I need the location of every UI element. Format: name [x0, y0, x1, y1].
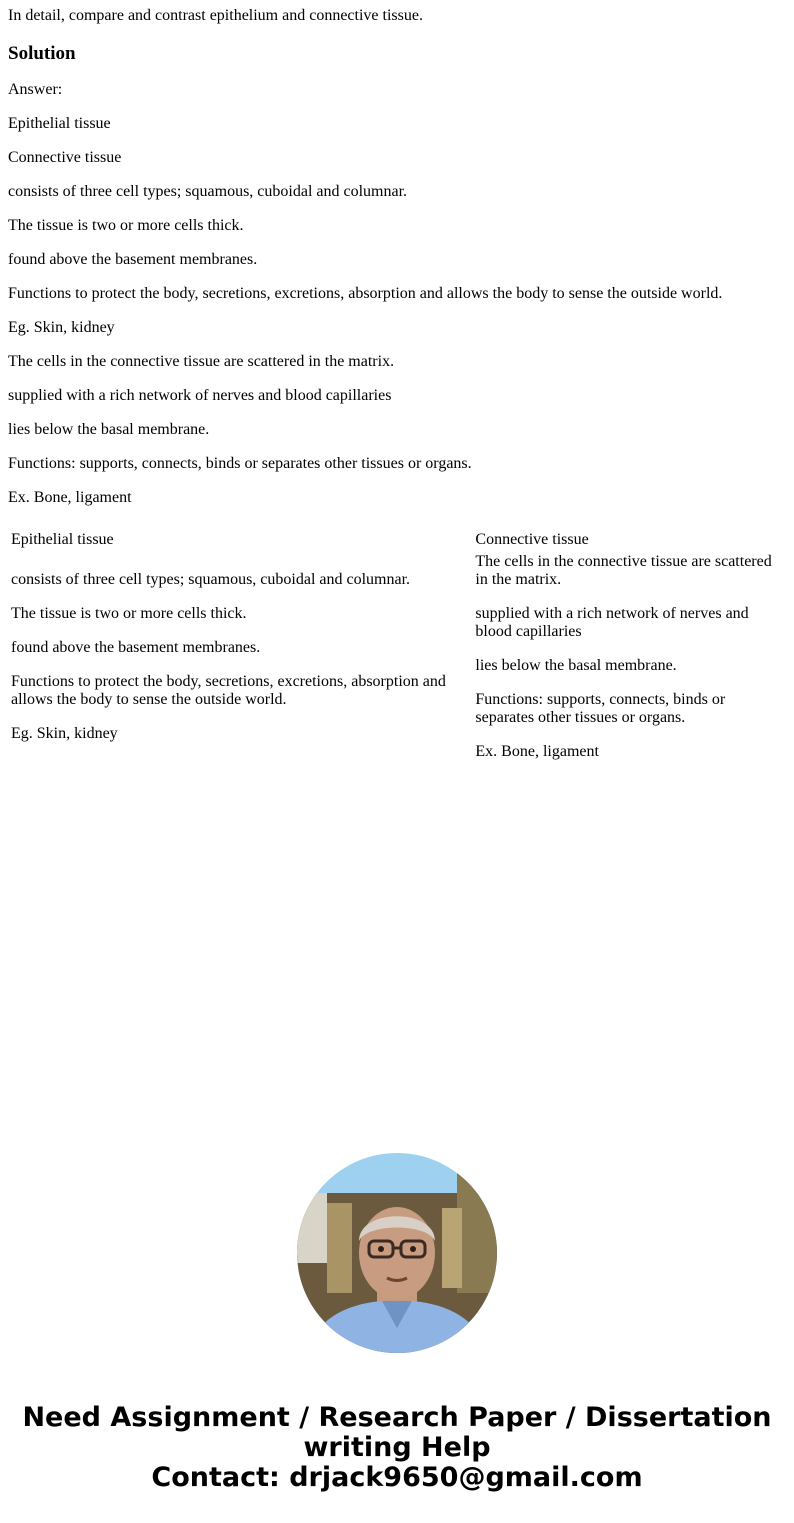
solution-heading: Solution: [8, 43, 76, 64]
contact-email: Contact: drjack9650@gmail.com: [151, 1462, 643, 1493]
table-row: [10, 529, 778, 762]
epithelial-item: consists of three cell types; squamous, cuboidal and columnar.: [11, 571, 411, 588]
connective-item: supplied with a rich network of nerves and blood capillaries: [475, 605, 749, 640]
connective-column: [474, 529, 778, 762]
promo-line: writing Help: [303, 1432, 491, 1463]
answer-paragraph: consists of three cell types; squamous, cuboidal and columnar.: [8, 183, 408, 200]
connective-item: Ex. Bone, ligament: [475, 743, 599, 760]
document-body: [8, 0, 786, 507]
connective-item: The cells in the connective tissue are scattered in the matrix.: [475, 553, 772, 588]
promo-banner: [0, 1403, 794, 1493]
question-text: In detail, compare and contrast epithelium and connective tissue.: [8, 7, 423, 24]
answer-paragraph: Epithelial tissue: [8, 115, 111, 132]
comparison-table: [8, 527, 780, 764]
answer-label: Answer:: [8, 81, 63, 98]
connective-header: Connective tissue: [475, 531, 589, 548]
answer-paragraph: lies below the basal membrane.: [8, 421, 210, 438]
connective-item: Functions: supports, connects, binds or separates other tissues or organs.: [475, 691, 726, 726]
answer-paragraph: found above the basement membranes.: [8, 251, 258, 268]
connective-item: lies below the basal membrane.: [475, 657, 677, 674]
promo-line: Need Assignment / Research Paper / Dissertation: [22, 1402, 772, 1433]
epithelial-item: Functions to protect the body, secretions, excretions, absorption and allows the body to sense the outside world.: [11, 673, 446, 708]
answer-paragraph: Eg. Skin, kidney: [8, 319, 115, 336]
answer-paragraph: The cells in the connective tissue are scattered in the matrix.: [8, 353, 395, 370]
answer-paragraph: Ex. Bone, ligament: [8, 489, 132, 506]
answer-paragraph: Functions to protect the body, secretions, excretions, absorption and allows the body to sense the outside world.: [8, 285, 723, 302]
epithelial-item: found above the basement membranes.: [11, 639, 261, 656]
epithelial-item: The tissue is two or more cells thick.: [11, 605, 247, 622]
answer-paragraph: Connective tissue: [8, 149, 122, 166]
answer-paragraph: Functions: supports, connects, binds or separates other tissues or organs.: [8, 455, 472, 472]
answer-paragraph: supplied with a rich network of nerves and blood capillaries: [8, 387, 392, 404]
epithelial-item: Eg. Skin, kidney: [11, 725, 118, 742]
avatar-photo: [297, 1153, 497, 1353]
author-avatar: [297, 1153, 497, 1353]
answer-paragraph: The tissue is two or more cells thick.: [8, 217, 244, 234]
epithelial-column: [10, 529, 472, 762]
epithelial-header: Epithelial tissue: [11, 531, 114, 548]
